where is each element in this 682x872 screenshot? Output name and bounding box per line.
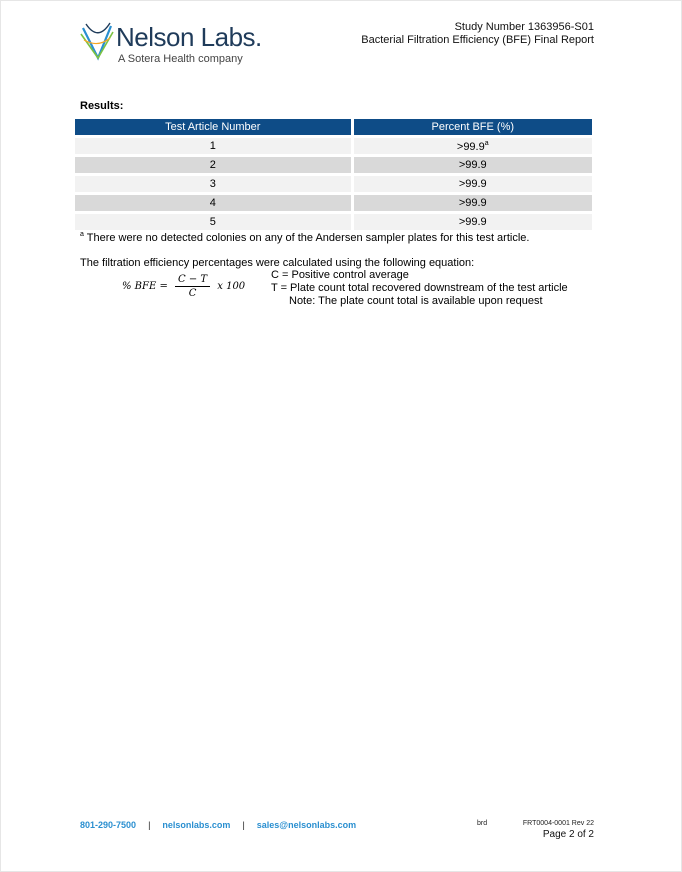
article-number-cell: 3 xyxy=(75,176,351,192)
bfe-cell xyxy=(354,138,592,154)
bfe-equation xyxy=(122,274,245,299)
column-header-article: Test Article Number xyxy=(75,119,351,135)
nelson-labs-logo xyxy=(80,22,280,70)
footer-email-link[interactable]: sales@nelsonlabs.com xyxy=(256,820,357,830)
article-number-cell: 2 xyxy=(75,157,351,173)
report-header xyxy=(361,21,594,47)
table-row xyxy=(75,214,592,230)
equation-rhs: x 100 xyxy=(217,281,246,292)
bfe-cell: >99.9 xyxy=(354,176,592,192)
report-title: Bacterial Filtration Efficiency (BFE) Final Report xyxy=(361,34,594,46)
footer-website-link[interactable]: nelsonlabs.com xyxy=(162,820,231,830)
logo-tagline: A Sotera Health company xyxy=(118,53,243,65)
footer-separator: | xyxy=(148,820,151,830)
table-row xyxy=(75,138,592,154)
nelson-labs-logo-icon xyxy=(80,22,114,62)
footnote-marker: a xyxy=(80,231,84,238)
footnote-text: There were no detected colonies on any of the Andersen sampler plates for this test article. xyxy=(86,232,530,244)
footer-contact xyxy=(80,820,356,830)
article-number-cell: 1 xyxy=(75,138,351,154)
bfe-cell: >99.9 xyxy=(354,157,592,173)
equation-fraction xyxy=(175,274,210,299)
footer-phone[interactable]: 801-290-7500 xyxy=(80,820,137,830)
page-number: Page 2 of 2 xyxy=(542,829,594,840)
bfe-cell: >99.9 xyxy=(354,214,592,230)
table-header-row xyxy=(75,119,592,135)
logo-name: Nelson Labs. xyxy=(116,22,262,52)
article-number-cell: 4 xyxy=(75,195,351,211)
definition-c: C = Positive control average xyxy=(271,269,409,281)
bfe-cell: >99.9 xyxy=(354,195,592,211)
table-row xyxy=(75,195,592,211)
plate-count-note: Note: The plate count total is available upon request xyxy=(289,295,543,307)
footer-initials: brd xyxy=(477,820,488,827)
results-heading: Results: xyxy=(80,100,124,112)
study-number: Study Number 1363956-S01 xyxy=(454,21,594,33)
definition-t: T = Plate count total recovered downstream of the test article xyxy=(271,282,568,294)
equation-intro: The filtration efficiency percentages were calculated using the following equation: xyxy=(80,257,475,269)
footnote-marker: a xyxy=(484,139,489,147)
table-row xyxy=(75,176,592,192)
footer-separator: | xyxy=(242,820,245,830)
table-row xyxy=(75,157,592,173)
table-footnote xyxy=(80,231,529,244)
results-table xyxy=(72,116,595,233)
equation-lhs: % BFE = xyxy=(122,281,168,292)
footer-form-id: FRT0004-0001 Rev 22 xyxy=(522,820,594,827)
equation-numerator: C − T xyxy=(175,274,210,287)
equation-denominator: C xyxy=(188,288,197,299)
article-number-cell: 5 xyxy=(75,214,351,230)
column-header-bfe: Percent BFE (%) xyxy=(354,119,592,135)
equation-definitions xyxy=(271,269,568,308)
bfe-value: >99.9 xyxy=(456,140,485,153)
